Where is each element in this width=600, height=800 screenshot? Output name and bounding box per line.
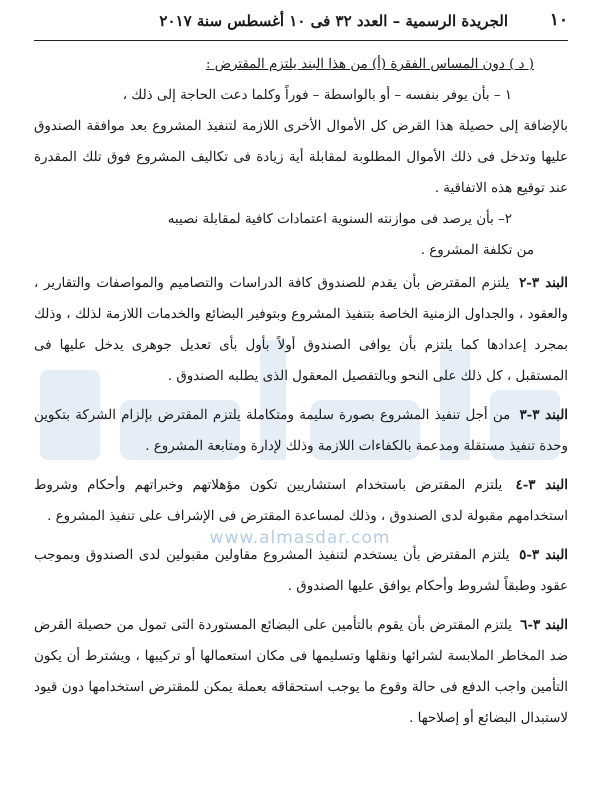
article-text: يلتزم المقترض باستخدام استشاريين تكون مؤهلاتهم وخبراتهم وأحكام وشروط استخدامهم مقبولة لدى الصندوق ، وذلك لمساعدة المقترض فى الإشراف على تنفيذ المشروع . [34, 478, 568, 524]
article-label: البند ٣-٤ [515, 477, 568, 493]
article-3-3 [34, 400, 568, 462]
clause-d-item2-first-line: ٢– بأن يرصد فى موازنته السنوية اعتمادات كافية لمقابلة نصيبه [167, 212, 512, 227]
article-3-6 [34, 610, 568, 734]
gazette-title: الجريدة الرسمية – العدد ٣٢ فى ١٠ أغسطس سنة ٢٠١٧ [159, 12, 508, 30]
clause-d-intro: ( د ) دون المساس الفقرة (أ) من هذا البند يلتزم المقترض : [206, 57, 534, 72]
watermark-url: www.almasdar.com [209, 528, 391, 548]
article-text: من أجل تنفيذ المشروع بصورة سليمة ومتكاملة يلتزم المقترض بإلزام الشركة بتكوين وحدة تنفيذ مستقلة ومدعمة بالكفاءات اللازمة وذلك لإدارة ومتابعة المشروع . [34, 408, 568, 454]
article-3-5 [34, 540, 568, 602]
clause-d-item1-continuation: بالإضافة إلى حصيلة هذا القرض كل الأموال الأخرى اللازمة لتنفيذ المشروع بعد موافقة الصندوق عليها وتدخل فى ذلك الأموال المطلوبة لمقابلة أية زيادة فى تكاليف المشروع فوق تلك المقدرة عند توقيع هذه الاتفاقية . [34, 119, 568, 196]
article-label: البند ٣-٥ [519, 547, 569, 563]
page-number: ١٠ [549, 10, 568, 30]
article-text: يلتزم المقترض بأن يستخدم لتنفيذ المشروع مقاولين مقبولين لدى الصندوق وبموجب عقود وطبقاً لشروط وأحكام يوافق عليها الصندوق . [34, 548, 568, 594]
article-label: البند ٣-٢ [519, 275, 568, 291]
article-text: يلتزم المقترض بأن يقوم بالتأمين على البضائع المستوردة التى تمول من حصيلة القرض ضد المخاطر الملابسة لشرائها ونقلها وتسليمها فى مكان استعمالها أو تركيبها ، ويشترط أن يكون التأمين واجب الدفع فى حالة وقوع ما يوجب استحقاقه بعملة يمكن للمقترض استخدامها دون قيود لاستبدال البضائع أو إصلاحها . [34, 618, 568, 726]
clause-d-item1-first-line: ١ – بأن يوفر بنفسه – أو بالواسطة – فوراً وكلما دعت الحاجة إلى ذلك ، [122, 88, 512, 103]
article-label: البند ٣-٦ [520, 617, 568, 633]
document-page [34, 0, 568, 734]
clause-d-item2-continuation: من تكلفة المشروع . [420, 243, 534, 258]
page-header [34, 6, 568, 41]
document-body [34, 49, 568, 734]
article-label: البند ٣-٣ [519, 407, 568, 423]
article-text: يلتزم المقترض بأن يقدم للصندوق كافة الدراسات والتصاميم والمواصفات والتقارير ، والعقود ، والجداول الزمنية الخاصة بتنفيذ المشروع وبتوفير البضائع والخدمات اللازمة لذلك ، وذلك بمجرد إعدادها كما يلتزم بأن يوافى الصندوق أولاً بأول بأى تعديل جوهرى يدخل عليها فى المستقبل ، كل ذلك على النحو وبالتفصيل المعقول الذى يطلبه الصندوق . [34, 276, 568, 384]
article-3-2 [34, 268, 568, 392]
article-3-4 [34, 470, 568, 532]
